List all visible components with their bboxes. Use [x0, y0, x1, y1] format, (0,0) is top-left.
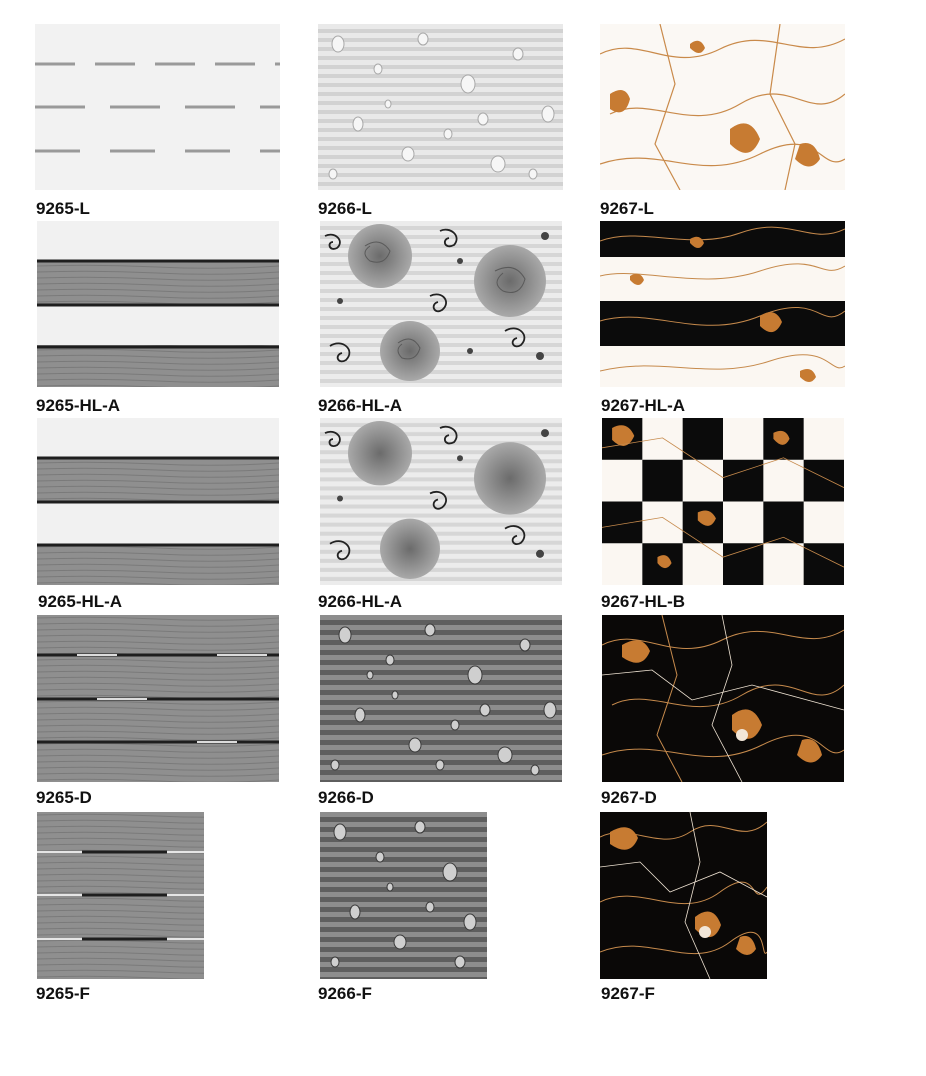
- tile-code-label: 9265-F: [36, 984, 90, 1003]
- tile-9267-hl-b[interactable]: [602, 418, 844, 585]
- tile-9265-d[interactable]: [37, 615, 279, 782]
- tile-9266-hl-a[interactable]: [320, 221, 562, 387]
- tile-code-label: 9267-F: [601, 984, 655, 1003]
- tile-code-label: 9267-HL-B: [601, 592, 686, 611]
- tile-code-label: 9265-HL-A: [36, 396, 121, 415]
- tile-9265-l[interactable]: [35, 24, 280, 190]
- tile-9265-hl-a[interactable]: [37, 221, 279, 387]
- tile-code-label: 9265-D: [36, 788, 92, 807]
- tile-code-label: 9267-HL-A: [601, 396, 686, 415]
- tile-code-label: 9265-HL-A: [38, 592, 123, 611]
- tile-9266-f[interactable]: [320, 812, 487, 979]
- tile-code-label: 9266-HL-A: [318, 396, 403, 415]
- tile-9265-hl-a-alt[interactable]: [37, 418, 279, 585]
- tile-9267-f[interactable]: [600, 812, 767, 979]
- tile-9266-l[interactable]: [318, 24, 563, 190]
- tile-code-label: 9266-F: [318, 984, 372, 1003]
- tile-9266-d[interactable]: [320, 615, 562, 782]
- tile-9267-hl-a[interactable]: [600, 221, 845, 387]
- tile-9267-d[interactable]: [602, 615, 844, 782]
- tile-9266-hl-a-alt[interactable]: [320, 418, 562, 585]
- tile-9265-f[interactable]: [37, 812, 204, 979]
- tile-code-label: 9266-L: [318, 199, 372, 218]
- tile-code-label: 9265-L: [36, 199, 90, 218]
- tile-9267-l[interactable]: [600, 24, 845, 190]
- tile-code-label: 9267-D: [601, 788, 657, 807]
- tile-code-label: 9267-L: [600, 199, 654, 218]
- tile-code-label: 9266-D: [318, 788, 374, 807]
- tile-code-label: 9266-HL-A: [318, 592, 403, 611]
